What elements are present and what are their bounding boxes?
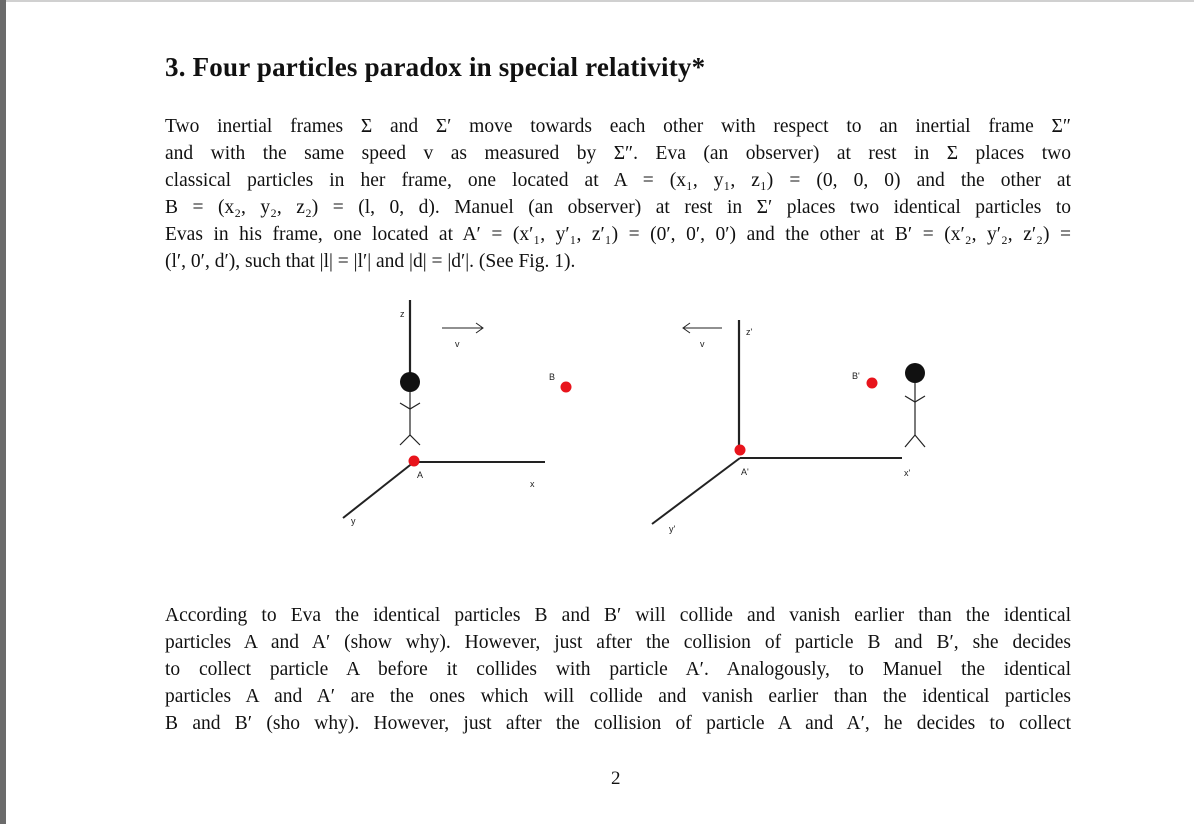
particle-a-label: A [417,470,424,480]
particle-b-prime [867,378,878,389]
x-prime-axis-label: x' [904,468,911,478]
text-line: and with the same speed v as measured by Σ″. Eva (an observer) at rest in Σ places two [165,143,1071,164]
text-line: (l′, 0′, d′), such that |l| = |l′| and |d| = |d′|. (See Fig. 1). [165,251,576,272]
paragraph-setup [165,113,1071,275]
text-line: classical particles in her frame, one located at A = (x₁, y₁, z₁) = (0, 0, 0) and the other at [165,170,1071,191]
observer-manuel [905,363,925,447]
section-heading: 3. Four particles paradox in special relativity* [165,52,706,82]
page-number: 2 [611,768,621,789]
viewer-left-bar [0,0,6,824]
text-line: particles A and A′ (show why). However, just after the collision of particle B and B′, she decides [165,632,1071,653]
text-line: According to Eva the identical particles B and B′ will collide and vanish earlier than the identical [165,605,1071,626]
particle-b [561,382,572,393]
velocity-label: v [700,339,705,349]
text-line: Two inertial frames Σ and Σ′ move towards each other with respect to an inertial frame Σ″ [165,116,1071,137]
text-line: to collect particle A before it collides with particle A′. Analogously, to Manuel the identical [165,659,1071,680]
frame-sigma [343,300,572,526]
observer-eva [400,372,420,445]
page-top-edge [6,0,1194,2]
particle-a [409,456,420,467]
particle-b-prime-label: B' [852,371,860,381]
frame-sigma-prime [652,320,925,534]
y-prime-axis [652,458,740,524]
text-line: B and B′ (sho why). However, just after the collision of particle A and A′, he decides to collect [165,713,1071,734]
y-axis [343,462,414,518]
x-axis-label: x [530,479,535,489]
y-prime-axis-label: y' [669,524,676,534]
observer-head [400,372,420,392]
particle-a-prime [735,445,746,456]
text-line: particles A and A′ are the ones which will collide and vanish earlier than the identical particles [165,686,1071,707]
velocity-label: v [455,339,460,349]
observer-head [905,363,925,383]
y-axis-label: y [351,516,356,526]
particle-b-label: B [549,372,556,382]
text-line: Evas in his frame, one located at A′ = (x′₁, y′₁, z′₁) = (0′, 0′, 0′) and the other at B′ = (x′₂, y′₂, z′₂) = [165,224,1071,245]
z-axis-label: z [400,309,405,319]
paragraph-paradox [165,602,1071,737]
particle-a-prime-label: A' [741,467,749,477]
figure-two-frames [330,295,930,540]
text-line: B = (x₂, y₂, z₂) = (l, 0, d). Manuel (an observer) at rest in Σ′ places two identical particles to [165,197,1071,218]
z-prime-axis-label: z' [746,327,753,337]
